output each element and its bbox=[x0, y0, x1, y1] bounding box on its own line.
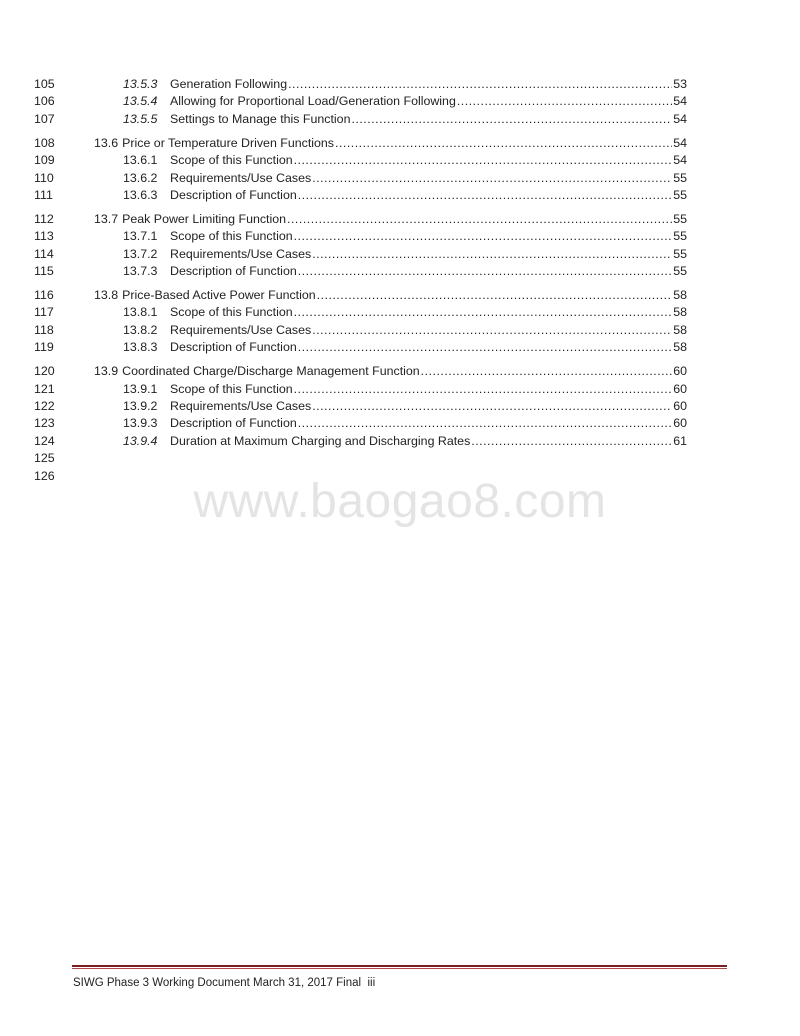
line-number: 116 bbox=[34, 288, 54, 303]
line-number: 109 bbox=[34, 153, 55, 168]
toc-entry-link[interactable] bbox=[94, 287, 687, 304]
toc-section-number: 13.8 bbox=[94, 288, 119, 303]
toc-row bbox=[0, 363, 800, 380]
toc-section-number: 13.6.1 bbox=[123, 153, 158, 168]
toc-entry-link[interactable] bbox=[123, 433, 687, 450]
toc-section-title: Description of Function bbox=[170, 187, 297, 202]
line-number: 117 bbox=[34, 305, 54, 320]
toc-page-number: 58 bbox=[673, 340, 687, 355]
dot-leader bbox=[298, 263, 672, 280]
toc-page-number: 54 bbox=[673, 135, 687, 150]
toc-section-title: Scope of this Function bbox=[170, 381, 293, 396]
toc-section-title: Coordinated Charge/Discharge Management Function bbox=[122, 364, 420, 379]
toc-section-number: 13.7.1 bbox=[123, 229, 158, 244]
footer-rule bbox=[72, 965, 727, 967]
toc-row bbox=[0, 76, 800, 93]
line-number: 123 bbox=[34, 416, 55, 431]
toc-page-number: 60 bbox=[673, 399, 687, 414]
toc-page-number: 58 bbox=[673, 305, 687, 320]
toc-page-number: 55 bbox=[673, 264, 687, 279]
line-number: 105 bbox=[34, 77, 55, 91]
toc-section-title: Price-Based Active Power Function bbox=[122, 288, 316, 303]
toc-entry-link[interactable] bbox=[123, 111, 687, 128]
toc-entry-link[interactable] bbox=[94, 363, 687, 380]
line-number: 108 bbox=[34, 135, 55, 150]
toc-section-title: Price or Temperature Driven Functions bbox=[122, 135, 334, 150]
dot-leader bbox=[457, 93, 672, 110]
toc-entry-link[interactable] bbox=[123, 322, 687, 339]
line-number: 122 bbox=[34, 399, 55, 414]
toc-section-title: Description of Function bbox=[170, 416, 297, 431]
line-number: 106 bbox=[34, 94, 55, 109]
toc-entry-link[interactable] bbox=[94, 135, 687, 152]
table-of-contents bbox=[0, 76, 800, 485]
toc-section-title: Settings to Manage this Function bbox=[170, 111, 351, 126]
line-number: 119 bbox=[34, 340, 54, 355]
page-footer bbox=[73, 977, 375, 989]
toc-row bbox=[0, 450, 800, 467]
toc-section-number: 13.9.4 bbox=[123, 433, 158, 448]
dot-leader bbox=[317, 287, 673, 304]
toc-page-number: 60 bbox=[673, 381, 687, 396]
dot-leader bbox=[298, 339, 672, 356]
toc-row bbox=[0, 322, 800, 339]
toc-page-number: 55 bbox=[673, 170, 687, 185]
toc-section-title: Scope of this Function bbox=[170, 305, 293, 320]
toc-section-title: Requirements/Use Cases bbox=[170, 399, 312, 414]
toc-section-number: 13.8.3 bbox=[123, 340, 158, 355]
line-number: 126 bbox=[34, 468, 55, 483]
toc-section-title: Peak Power Limiting Function bbox=[122, 211, 287, 226]
toc-page-number: 60 bbox=[673, 416, 687, 431]
toc-section-number: 13.6 bbox=[94, 135, 119, 150]
toc-entry-link[interactable] bbox=[123, 415, 687, 432]
dot-leader bbox=[294, 228, 673, 245]
toc-entry-link[interactable] bbox=[123, 152, 687, 169]
toc-page-number: 55 bbox=[673, 229, 687, 244]
line-number: 124 bbox=[34, 433, 55, 448]
line-number: 113 bbox=[34, 229, 54, 244]
toc-row bbox=[0, 152, 800, 169]
toc-entry-link[interactable] bbox=[123, 187, 687, 204]
dot-leader bbox=[298, 187, 672, 204]
line-number: 110 bbox=[34, 170, 54, 185]
toc-section-title: Duration at Maximum Charging and Discharging Rates bbox=[170, 433, 471, 448]
dot-leader bbox=[335, 135, 672, 152]
toc-row bbox=[0, 246, 800, 263]
dot-leader bbox=[312, 246, 672, 263]
toc-page-number: 54 bbox=[673, 153, 687, 168]
line-number: 118 bbox=[34, 322, 54, 337]
toc-section-title: Requirements/Use Cases bbox=[170, 322, 312, 337]
toc-row bbox=[0, 187, 800, 204]
footer-rule-thin bbox=[72, 968, 727, 969]
toc-section-number: 13.6.3 bbox=[123, 187, 158, 202]
toc-section-title: Scope of this Function bbox=[170, 229, 293, 244]
toc-section-number: 13.5.4 bbox=[123, 94, 158, 109]
toc-entry-link[interactable] bbox=[123, 76, 687, 93]
line-number: 107 bbox=[34, 111, 55, 126]
dot-leader bbox=[312, 170, 672, 187]
toc-row bbox=[0, 170, 800, 187]
toc-section-number: 13.9.2 bbox=[123, 399, 158, 414]
toc-row bbox=[0, 263, 800, 280]
toc-section-title: Description of Function bbox=[170, 264, 297, 279]
dot-leader bbox=[351, 111, 672, 128]
toc-row bbox=[0, 211, 800, 228]
dot-leader bbox=[294, 152, 673, 169]
dot-leader bbox=[421, 363, 673, 380]
dot-leader bbox=[312, 322, 672, 339]
dot-leader bbox=[288, 76, 672, 93]
toc-section-number: 13.9.3 bbox=[123, 416, 158, 431]
footer-text: SIWG Phase 3 Working Document March 31, 2017 Final bbox=[73, 977, 362, 989]
line-number: 111 bbox=[34, 187, 53, 202]
toc-section-title: Generation Following bbox=[170, 77, 288, 91]
dot-leader bbox=[294, 304, 673, 321]
toc-row bbox=[0, 415, 800, 432]
toc-entry-link[interactable] bbox=[123, 228, 687, 245]
toc-row bbox=[0, 398, 800, 415]
footer-page-number: iii bbox=[367, 977, 376, 989]
toc-section-number: 13.5.3 bbox=[123, 77, 158, 91]
toc-entry-link[interactable] bbox=[123, 93, 687, 110]
line-number: 125 bbox=[34, 451, 55, 466]
toc-entry-link[interactable] bbox=[123, 246, 687, 263]
toc-section-title: Requirements/Use Cases bbox=[170, 170, 312, 185]
toc-row bbox=[0, 228, 800, 245]
toc-page-number: 58 bbox=[673, 322, 687, 337]
toc-section-number: 13.9 bbox=[94, 364, 119, 379]
line-number: 114 bbox=[34, 246, 54, 261]
toc-section-title: Requirements/Use Cases bbox=[170, 246, 312, 261]
dot-leader bbox=[294, 381, 673, 398]
toc-section-number: 13.8.2 bbox=[123, 322, 158, 337]
toc-entry-link[interactable] bbox=[123, 398, 687, 415]
toc-page-number: 55 bbox=[673, 246, 687, 261]
watermark: www.baogao8.com bbox=[193, 475, 607, 528]
toc-entry-link[interactable] bbox=[123, 381, 687, 398]
toc-section-title: Scope of this Function bbox=[170, 153, 293, 168]
toc-entry-link[interactable] bbox=[123, 170, 687, 187]
dot-leader bbox=[287, 211, 672, 228]
toc-section-number: 13.5.5 bbox=[123, 111, 158, 126]
toc-page-number: 54 bbox=[673, 111, 687, 126]
line-number: 115 bbox=[34, 264, 54, 279]
toc-section-number: 13.7 bbox=[94, 211, 119, 226]
dot-leader bbox=[471, 433, 672, 450]
toc-row bbox=[0, 93, 800, 110]
toc-row bbox=[0, 304, 800, 321]
toc-page-number: 58 bbox=[673, 288, 687, 303]
toc-section-number: 13.6.2 bbox=[123, 170, 158, 185]
toc-entry-link[interactable] bbox=[123, 339, 687, 356]
toc-section-number: 13.9.1 bbox=[123, 381, 158, 396]
toc-entry-link[interactable] bbox=[123, 263, 687, 280]
toc-entry-link[interactable] bbox=[123, 304, 687, 321]
toc-page-number: 55 bbox=[673, 211, 687, 226]
toc-section-number: 13.8.1 bbox=[123, 305, 158, 320]
line-number: 112 bbox=[34, 211, 54, 226]
toc-section-number: 13.7.2 bbox=[123, 246, 158, 261]
toc-section-title: Description of Function bbox=[170, 340, 297, 355]
toc-page-number: 54 bbox=[673, 94, 687, 109]
dot-leader bbox=[298, 415, 672, 432]
line-number: 121 bbox=[34, 381, 55, 396]
toc-row bbox=[0, 381, 800, 398]
toc-page-number: 61 bbox=[673, 433, 687, 448]
toc-row bbox=[0, 111, 800, 128]
toc-row bbox=[0, 339, 800, 356]
toc-section-title: Allowing for Proportional Load/Generation Following bbox=[170, 94, 456, 109]
toc-row bbox=[0, 135, 800, 152]
dot-leader bbox=[312, 398, 672, 415]
line-number: 120 bbox=[34, 364, 55, 379]
toc-row bbox=[0, 433, 800, 450]
toc-page-number: 55 bbox=[673, 187, 687, 202]
toc-page-number: 60 bbox=[673, 364, 687, 379]
toc-section-number: 13.7.3 bbox=[123, 264, 158, 279]
toc-entry-link[interactable] bbox=[94, 211, 687, 228]
toc-row bbox=[0, 287, 800, 304]
toc-page-number: 53 bbox=[673, 77, 687, 91]
